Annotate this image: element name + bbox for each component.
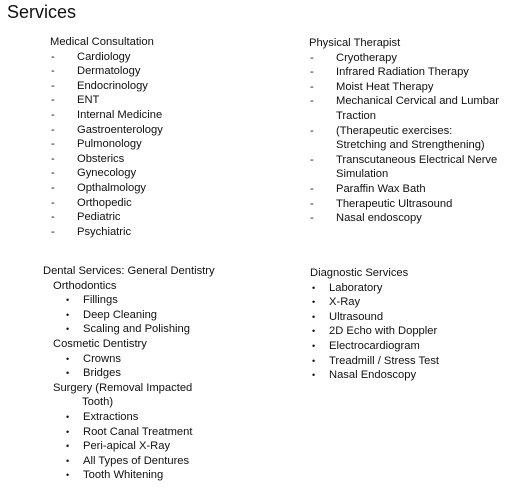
bullet-marker: • (66, 324, 70, 335)
list-item-label: Nasal endoscopy (336, 212, 422, 225)
list-item-label: Transcutaneous Electrical Nerve (336, 153, 498, 166)
list-item (310, 339, 439, 354)
section-heading: Physical Therapist (309, 37, 401, 49)
list-item-label: Stretching and Strengthening) (336, 139, 485, 152)
bullet-marker: • (66, 426, 70, 437)
list-item-label: Mechanical Cervical and Lumbar (336, 95, 499, 108)
dash-marker: - (51, 167, 55, 180)
list-item-label: Therapeutic Ultrasound (336, 197, 453, 210)
list-item-label: Nasal Endoscopy (329, 369, 417, 382)
list-item (309, 51, 499, 66)
list-item-label: Extractions (83, 410, 139, 423)
list-item-label: Pediatric (77, 211, 121, 224)
list-item (310, 281, 439, 296)
section-heading: Medical Consultation (50, 36, 154, 48)
list-item-continuation (309, 167, 499, 182)
bullet-marker: • (312, 297, 316, 308)
bullet-marker: • (66, 470, 70, 481)
list-item-label: Laboratory (329, 281, 383, 294)
list-item (309, 94, 499, 109)
list-item-label: Ultrasound (329, 310, 384, 323)
bullet-marker: • (312, 282, 316, 293)
list-item-label: Scaling and Polishing (83, 323, 190, 336)
list-item-label: Orthopedic (77, 196, 132, 209)
list-item (50, 181, 163, 196)
list-item (50, 137, 163, 152)
list-item (309, 124, 499, 139)
dash-marker: - (51, 181, 55, 194)
list-item (43, 410, 215, 425)
diagnostic-list (310, 281, 439, 383)
list-item (50, 210, 163, 225)
page-title: Services (7, 2, 77, 22)
bullet-marker: • (66, 295, 70, 306)
bullet-marker: • (66, 353, 70, 364)
list-item-label: Infrared Radiation Therapy (336, 66, 469, 79)
list-item (43, 322, 215, 337)
dash-marker: - (51, 108, 55, 121)
list-item-continuation (309, 109, 499, 124)
dental-list (43, 279, 215, 483)
list-item (50, 152, 163, 167)
list-item-label: Bridges (83, 367, 121, 380)
physical-list (309, 51, 499, 226)
list-item (50, 123, 163, 138)
medical-list (50, 50, 163, 240)
list-item (50, 108, 163, 123)
bullet-marker: • (312, 355, 316, 366)
dash-marker: - (310, 95, 314, 108)
list-item (310, 310, 439, 325)
section-heading: Diagnostic Services (310, 267, 409, 279)
list-item (50, 64, 163, 79)
medical-consultation-section (50, 35, 163, 239)
list-item (309, 153, 499, 168)
list-item (43, 468, 215, 483)
list-item-label: (Therapeutic exercises: (336, 124, 453, 137)
list-item (50, 196, 163, 211)
bullet-marker: • (66, 411, 70, 422)
list-item-label: Electrocardiogram (329, 339, 420, 352)
dash-marker: - (310, 153, 314, 166)
list-item-label: Endocrinology (77, 79, 148, 92)
list-item-label: Obsterics (77, 152, 125, 165)
list-item (43, 425, 215, 440)
list-item-label: Paraffin Wax Bath (336, 182, 426, 195)
dash-marker: - (51, 123, 55, 136)
list-item (43, 308, 215, 323)
list-item (50, 225, 163, 240)
list-item-label: All Types of Dentures (83, 454, 190, 467)
list-item-label: 2D Echo with Doppler (329, 325, 438, 338)
list-item-label: Peri-apical X-Ray (83, 440, 171, 453)
list-item (310, 295, 439, 310)
list-item-label: Psychiatric (77, 225, 132, 238)
dash-marker (309, 138, 336, 153)
diagnostic-services-section (310, 266, 439, 383)
list-item-label: Traction (336, 109, 376, 122)
list-item-continuation (309, 138, 499, 153)
list-item (309, 182, 499, 197)
dash-marker: - (51, 211, 55, 224)
list-item-label: Opthalmology (77, 181, 147, 194)
list-item (310, 354, 439, 369)
list-item-label: Gynecology (77, 167, 137, 180)
list-item (43, 293, 215, 308)
dash-marker: - (51, 152, 55, 165)
section-heading: Dental Services: General Dentistry (43, 265, 215, 277)
list-item-label: Fillings (83, 294, 118, 307)
list-item-label: X-Ray (329, 296, 361, 309)
list-item-label: Root Canal Treatment (83, 425, 193, 438)
dash-marker: - (51, 225, 55, 238)
list-item-label: Deep Cleaning (83, 308, 158, 321)
list-item (310, 324, 439, 339)
list-item (43, 454, 215, 469)
list-item (43, 439, 215, 454)
dental-services-section (43, 264, 215, 483)
list-item-label: Pulmonology (77, 138, 142, 151)
list-item-label: Simulation (336, 168, 389, 181)
group-heading: Orthodontics (53, 279, 117, 292)
list-item (50, 79, 163, 94)
bullet-marker: • (312, 340, 316, 351)
list-item-label: Gastroenterology (77, 123, 163, 136)
dash-marker: - (51, 94, 55, 107)
bullet-marker: • (66, 455, 70, 466)
dash-marker: - (310, 124, 314, 137)
list-item (310, 368, 439, 383)
bullet-marker: • (66, 368, 70, 379)
list-item (309, 211, 499, 226)
list-item-label: Crowns (83, 352, 121, 365)
dash-marker (309, 167, 336, 182)
bullet-marker: • (312, 311, 316, 322)
dash-marker: - (310, 66, 314, 79)
dash-marker: - (310, 51, 314, 64)
dash-marker: - (51, 50, 55, 63)
dash-marker: - (310, 212, 314, 225)
dash-marker: - (51, 79, 55, 92)
dash-marker: - (310, 182, 314, 195)
list-item (43, 352, 215, 367)
list-item-label: Moist Heat Therapy (336, 80, 434, 93)
list-item (309, 197, 499, 212)
list-item (43, 366, 215, 381)
bullet-marker: • (66, 441, 70, 452)
dash-marker: - (310, 80, 314, 93)
bullet-marker: • (312, 326, 316, 337)
list-item-label: Cardiology (77, 50, 131, 63)
list-item (50, 93, 163, 108)
bullet-marker: • (312, 370, 316, 381)
list-item-label: Tooth Whitening (83, 469, 164, 482)
dash-marker: - (51, 196, 55, 209)
list-item (50, 50, 163, 65)
list-item (309, 80, 499, 95)
group-heading: Tooth) (82, 396, 114, 409)
physical-therapist-section (309, 36, 499, 226)
list-item-label: Treadmill / Stress Test (329, 354, 440, 367)
list-item-label: ENT (77, 94, 100, 107)
dash-marker (309, 109, 336, 124)
dash-marker: - (51, 138, 55, 151)
dash-marker: - (310, 197, 314, 210)
list-item (50, 166, 163, 181)
bullet-marker: • (66, 309, 70, 320)
list-item-label: Cryotherapy (336, 51, 397, 64)
group-heading: Surgery (Removal Impacted (53, 381, 193, 394)
list-item-label: Dermatology (77, 65, 141, 78)
dash-marker: - (51, 65, 55, 78)
list-item-label: Internal Medicine (77, 108, 163, 121)
group-heading: Cosmetic Dentistry (53, 337, 147, 350)
list-item (309, 65, 499, 80)
